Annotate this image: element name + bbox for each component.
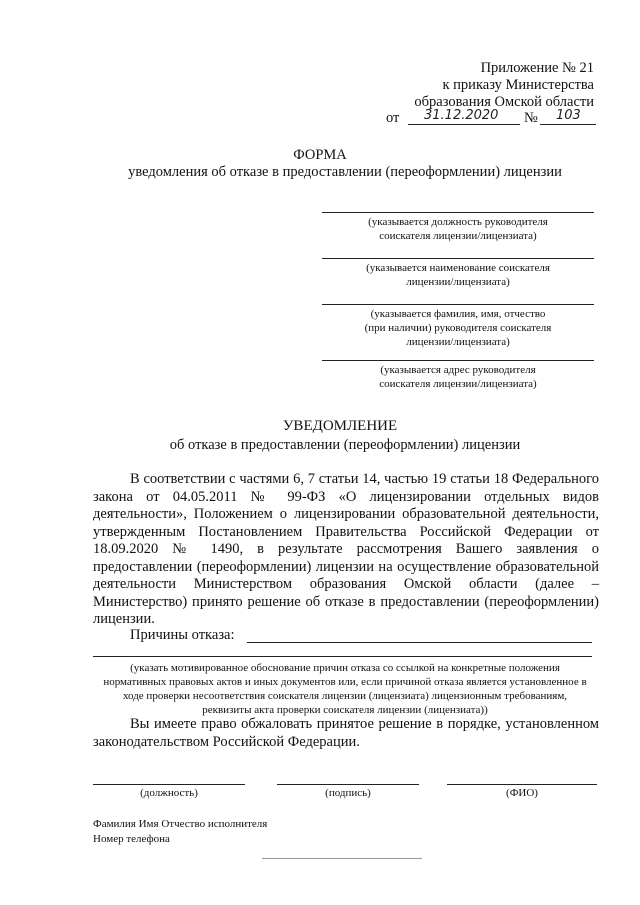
recipient-fio-hint: (указывается фамилия, имя, отчество (при наличии) руководителя соискателя лицензии/лицензиата) [364, 308, 552, 348]
recipient-position-hint: (указывается должность руководителя соискателя лицензии/лицензиата) [368, 216, 548, 242]
ministry-name: образования Омской области [414, 94, 594, 110]
date-underline [408, 124, 520, 125]
signature-label: (подпись) [325, 787, 371, 799]
order-reference: к приказу Министерства [442, 77, 594, 93]
appeal-paragraph: Вы имеете право обжаловать принятое решение в порядке, установленном законодательством Российской Федерации. [93, 716, 599, 750]
appendix-number: Приложение № 21 [480, 60, 594, 76]
recipient-position-line [322, 212, 594, 213]
recipient-address-line [322, 360, 594, 361]
recipient-fio-line [322, 304, 594, 305]
position-signature-line [93, 784, 245, 785]
footer-divider [262, 858, 422, 859]
reasons-label: Причины отказа: [130, 627, 235, 643]
notice-subtitle: об отказе в предоставлении (переоформлении) лицензии [169, 437, 521, 453]
date-prefix: от [386, 110, 400, 126]
reasons-hint: (указать мотивированное обоснование причин отказа со ссылкой на конкретные положения нормативных правовых актов и иных документов или, если причиной отказа является установленное в ходе проверки несоответствия соискателя лицензии (лицензиата) лицензионным требованиям, реквизиты акта проверки соискателя лицензии (лицензиата)) [103, 662, 587, 716]
number-sign: № [524, 110, 538, 126]
signature-line [277, 784, 419, 785]
form-subtitle: уведомления об отказе в предоставлении (переоформлении) лицензии [128, 164, 562, 180]
number-underline [540, 124, 596, 125]
notice-title: УВЕДОМЛЕНИЕ [282, 418, 398, 434]
executor-name: Фамилия Имя Отчество исполнителя [93, 818, 268, 830]
recipient-address-hint: (указывается адрес руководителя соискателя лицензии/лицензиата) [379, 364, 537, 390]
fio-signature-line [447, 784, 597, 785]
order-date: 31.12.2020 [424, 108, 499, 123]
reasons-line-2 [93, 656, 592, 657]
executor-phone: Номер телефона [93, 833, 170, 845]
fio-label: (ФИО) [506, 787, 538, 799]
reasons-line-1 [247, 642, 592, 643]
form-title: ФОРМА [293, 147, 347, 163]
recipient-name-hint: (указывается наименование соискателя лицензии/лицензиата) [366, 262, 550, 288]
position-label: (должность) [140, 787, 198, 799]
notice-paragraph-main: В соответствии с частями 6, 7 статьи 14, частью 19 статьи 18 Федерального закона от 04.05.2011 № 99-ФЗ «О лицензировании отдельных видов деятельности», Положением о лицензировании образовательной деятельности, утвержденным Постановлением Правительства Российской Федерации от 18.09.2020 № 1490, в результате рассмотрения Вашего заявления о предоставлении (переоформлении) лицензии на осуществление образовательной деятельности Министерством образования Омской области (далее – Министерство) принято решение об отказе в предоставлении (переоформлении) лицензии. [93, 471, 599, 627]
recipient-name-line [322, 258, 594, 259]
order-number: 103 [556, 108, 581, 123]
